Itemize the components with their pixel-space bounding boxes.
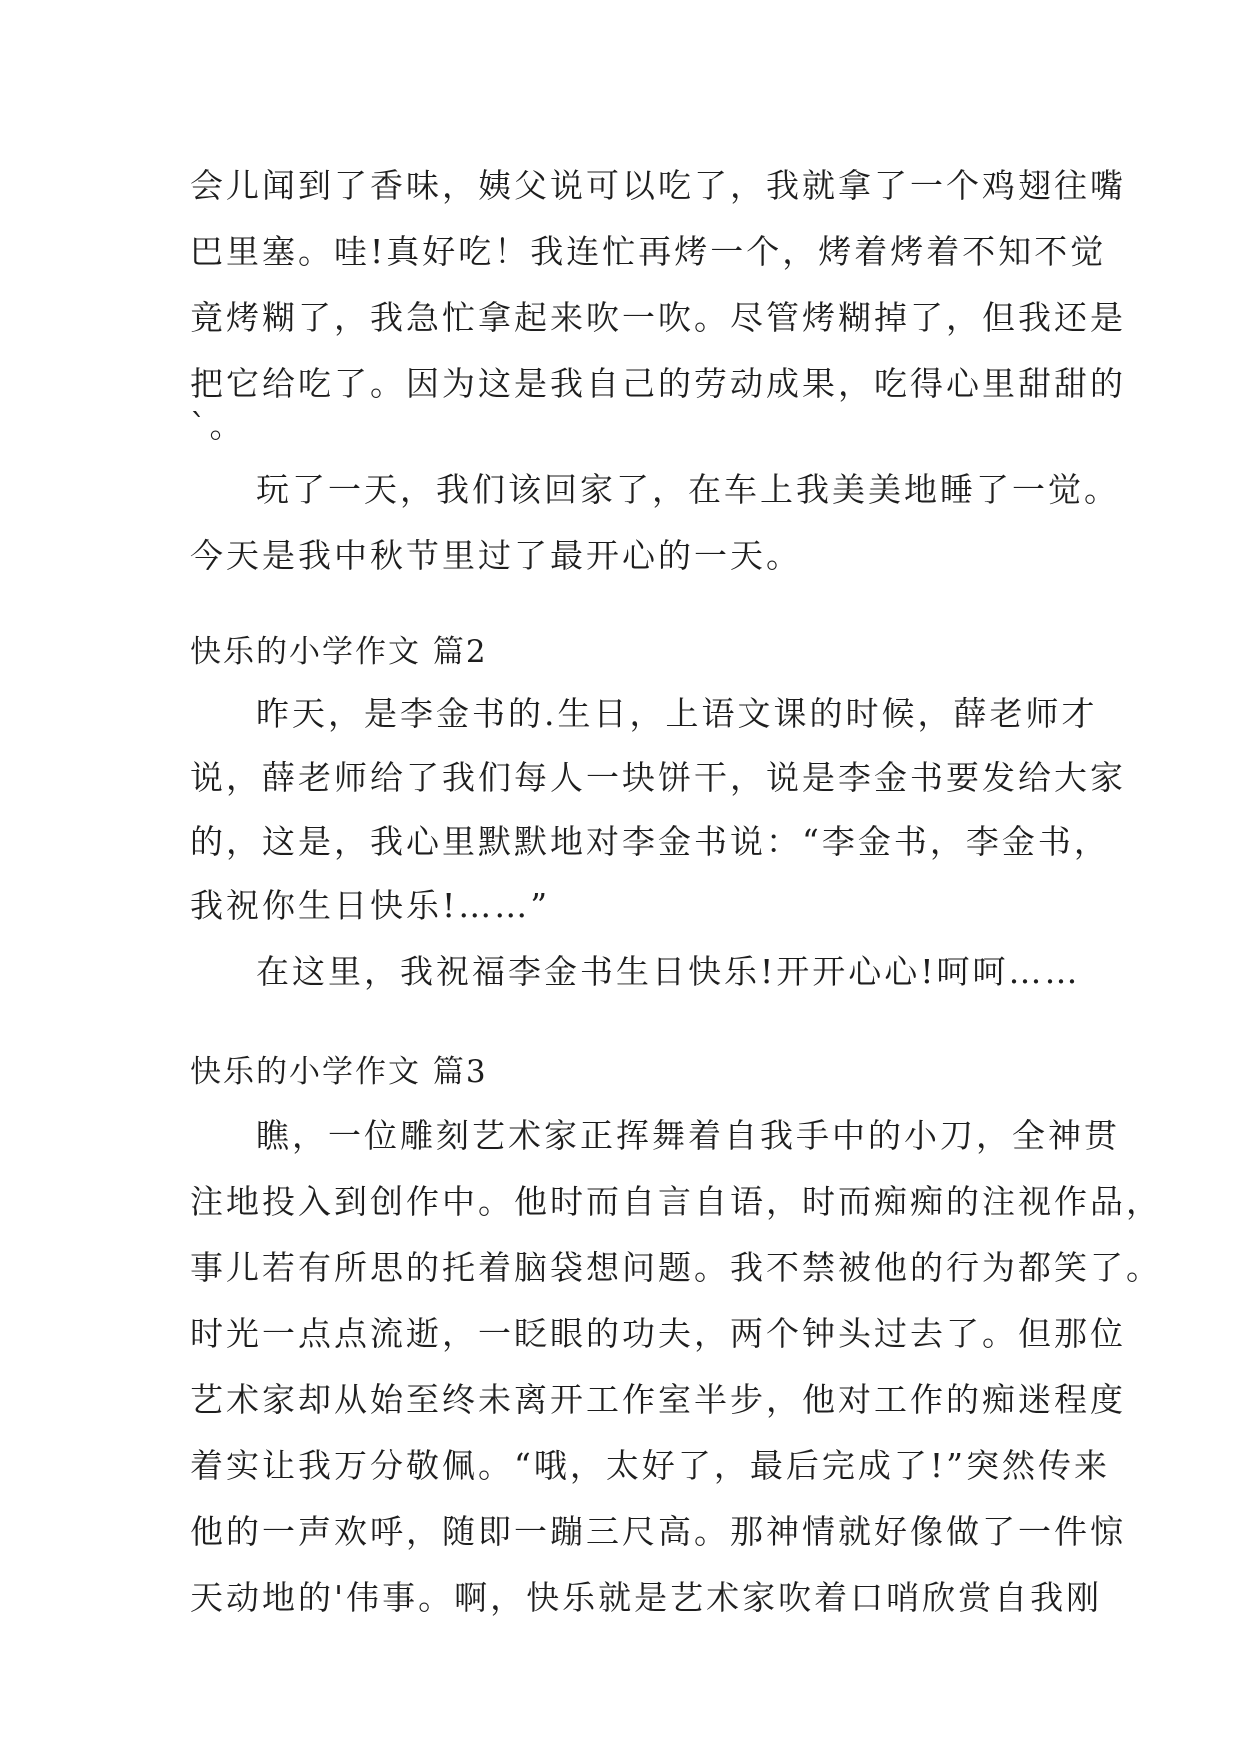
text-line: 时光一点点流逝，一眨眼的功夫，两个钟头过去了。但那位 — [190, 1314, 1126, 1353]
text-line: 竟烤糊了，我急忙拿起来吹一吹。尽管烤糊掉了，但我还是 — [190, 298, 1126, 337]
text-line: 事儿若有所思的托着脑袋想问题。我不禁被他的行为都笑了。 — [190, 1248, 1162, 1287]
text-line: 他的一声欢呼，随即一蹦三尺高。那神情就好像做了一件惊 — [190, 1512, 1126, 1551]
text-line: 把它给吃了。因为这是我自己的劳动成果，吃得心里甜甜的 — [190, 364, 1126, 403]
paragraph-first-line: 昨天，是李金书的.生日，上语文课的时候，薛老师才 — [256, 694, 1098, 733]
text-line: 着实让我万分敬佩。“哦，太好了，最后完成了!”突然传来 — [190, 1446, 1111, 1485]
text-line: `。 — [190, 406, 246, 445]
text-line: 天动地的'伟事。啊，快乐就是艺术家吹着口哨欣赏自我刚 — [190, 1578, 1103, 1617]
paragraph-first-line: 瞧，一位雕刻艺术家正挥舞着自我手中的小刀，全神贯 — [256, 1116, 1120, 1155]
text-line: 的，这是，我心里默默地对李金书说：“李金书，李金书， — [190, 822, 1110, 861]
text-line: 会儿闻到了香味，姨父说可以吃了，我就拿了一个鸡翅往嘴 — [190, 166, 1126, 205]
text-line: 巴里塞。哇!真好吃！我连忙再烤一个，烤着烤着不知不觉 — [190, 232, 1107, 271]
paragraph-first-line: 在这里，我祝福李金书生日快乐!开开心心!呵呵…… — [256, 952, 1081, 991]
text-line: 今天是我中秋节里过了最开心的一天。 — [190, 536, 802, 575]
text-line: 说，薛老师给了我们每人一块饼干，说是李金书要发给大家 — [190, 758, 1126, 797]
section-heading: 快乐的小学作文 篇2 — [190, 634, 488, 670]
text-line: 艺术家却从始至终未离开工作室半步，他对工作的痴迷程度 — [190, 1380, 1126, 1419]
text-line: 注地投入到创作中。他时而自言自语，时而痴痴的注视作品， — [190, 1182, 1162, 1221]
paragraph-first-line: 玩了一天，我们该回家了，在车上我美美地睡了一觉。 — [256, 470, 1120, 509]
section-heading: 快乐的小学作文 篇3 — [190, 1054, 488, 1090]
text-line: 我祝你生日快乐!……” — [190, 886, 551, 925]
